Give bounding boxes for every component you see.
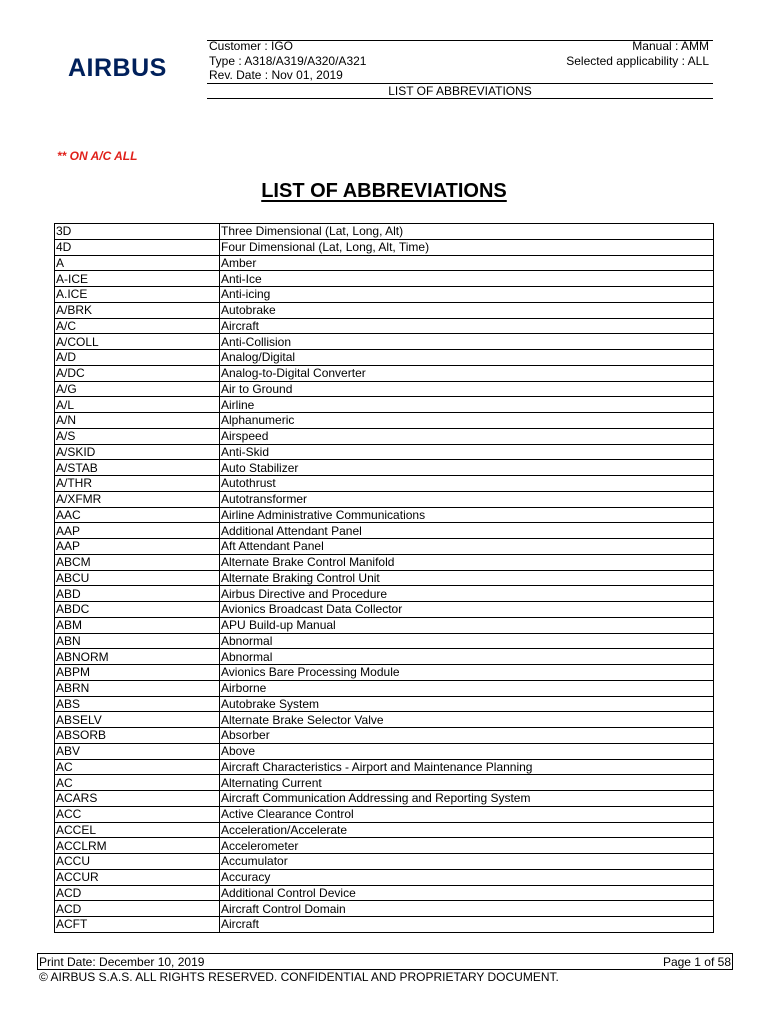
abbreviation-cell: ACC bbox=[55, 806, 220, 822]
definition-cell: Airspeed bbox=[220, 428, 714, 444]
table-row bbox=[55, 302, 714, 318]
table-row bbox=[55, 397, 714, 413]
table-row bbox=[55, 224, 714, 240]
abbreviation-cell: ABCU bbox=[55, 570, 220, 586]
table-row bbox=[55, 239, 714, 255]
definition-cell: Avionics Bare Processing Module bbox=[220, 665, 714, 681]
abbreviation-cell: A/COLL bbox=[55, 334, 220, 350]
abbreviation-cell: ACCEL bbox=[55, 822, 220, 838]
definition-cell: Airborne bbox=[220, 680, 714, 696]
definition-cell: Amber bbox=[220, 255, 714, 271]
footer-page-number: Page 1 of 58 bbox=[662, 955, 731, 969]
definition-cell: Auto Stabilizer bbox=[220, 460, 714, 476]
definition-cell: APU Build-up Manual bbox=[220, 617, 714, 633]
abbreviation-cell: ACCU bbox=[55, 854, 220, 870]
definition-cell: Aircraft Control Domain bbox=[220, 901, 714, 917]
table-row bbox=[55, 570, 714, 586]
abbreviation-cell: A/C bbox=[55, 318, 220, 334]
definition-cell: Air to Ground bbox=[220, 381, 714, 397]
abbreviations-table-body bbox=[55, 224, 714, 933]
abbreviations-table bbox=[54, 223, 714, 933]
table-row bbox=[55, 712, 714, 728]
definition-cell: Anti-Ice bbox=[220, 271, 714, 287]
definition-cell: Accelerometer bbox=[220, 838, 714, 854]
definition-cell: Three Dimensional (Lat, Long, Alt) bbox=[220, 224, 714, 240]
definition-cell: Aircraft bbox=[220, 318, 714, 334]
table-row bbox=[55, 460, 714, 476]
header-type: Type : A318/A319/A320/A321 bbox=[209, 54, 367, 68]
abbreviation-cell: AC bbox=[55, 759, 220, 775]
definition-cell: Abnormal bbox=[220, 649, 714, 665]
abbreviation-cell: A/S bbox=[55, 428, 220, 444]
abbreviation-cell: A bbox=[55, 255, 220, 271]
table-row bbox=[55, 775, 714, 791]
table-row bbox=[55, 806, 714, 822]
definition-cell: Autobrake System bbox=[220, 696, 714, 712]
table-row bbox=[55, 381, 714, 397]
abbreviation-cell: ACARS bbox=[55, 791, 220, 807]
table-row bbox=[55, 854, 714, 870]
table-row bbox=[55, 271, 714, 287]
definition-cell: Above bbox=[220, 743, 714, 759]
abbreviation-cell: ABM bbox=[55, 617, 220, 633]
definition-cell: Aircraft bbox=[220, 917, 714, 933]
definition-cell: Alternating Current bbox=[220, 775, 714, 791]
abbreviation-cell: A/D bbox=[55, 350, 220, 366]
definition-cell: Aircraft Communication Addressing and Reporting System bbox=[220, 791, 714, 807]
abbreviation-cell: ABSORB bbox=[55, 728, 220, 744]
abbreviation-cell: AAC bbox=[55, 507, 220, 523]
table-row bbox=[55, 365, 714, 381]
definition-cell: Four Dimensional (Lat, Long, Alt, Time) bbox=[220, 239, 714, 255]
table-row bbox=[55, 617, 714, 633]
definition-cell: Accumulator bbox=[220, 854, 714, 870]
abbreviation-cell: ABCM bbox=[55, 554, 220, 570]
abbreviation-cell: 3D bbox=[55, 224, 220, 240]
definition-cell: Autothrust bbox=[220, 476, 714, 492]
abbreviation-cell: ACD bbox=[55, 901, 220, 917]
table-row bbox=[55, 791, 714, 807]
definition-cell: Absorber bbox=[220, 728, 714, 744]
table-row bbox=[55, 728, 714, 744]
abbreviation-cell: A/DC bbox=[55, 365, 220, 381]
table-row bbox=[55, 743, 714, 759]
abbreviation-cell: A/STAB bbox=[55, 460, 220, 476]
table-row bbox=[55, 318, 714, 334]
table-row bbox=[55, 287, 714, 303]
definition-cell: Analog/Digital bbox=[220, 350, 714, 366]
table-row bbox=[55, 444, 714, 460]
abbreviation-cell: ABRN bbox=[55, 680, 220, 696]
table-row bbox=[55, 255, 714, 271]
table-row bbox=[55, 838, 714, 854]
table-row bbox=[55, 491, 714, 507]
table-row bbox=[55, 602, 714, 618]
footer-top-rule bbox=[37, 953, 733, 954]
abbreviation-cell: A/L bbox=[55, 397, 220, 413]
definition-cell: Additional Attendant Panel bbox=[220, 523, 714, 539]
abbreviation-cell: ACD bbox=[55, 885, 220, 901]
table-row bbox=[55, 334, 714, 350]
abbreviation-cell: AC bbox=[55, 775, 220, 791]
table-row bbox=[55, 759, 714, 775]
table-row bbox=[55, 822, 714, 838]
abbreviation-cell: A-ICE bbox=[55, 271, 220, 287]
definition-cell: Alternate Brake Selector Valve bbox=[220, 712, 714, 728]
footer-left-rule bbox=[37, 953, 38, 970]
abbreviation-cell: ABPM bbox=[55, 665, 220, 681]
definition-cell: Anti-icing bbox=[220, 287, 714, 303]
abbreviation-cell: A/SKID bbox=[55, 444, 220, 460]
header-customer: Customer : IGO bbox=[209, 39, 294, 53]
table-row bbox=[55, 507, 714, 523]
definition-cell: Analog-to-Digital Converter bbox=[220, 365, 714, 381]
table-row bbox=[55, 885, 714, 901]
definition-cell: Anti-Collision bbox=[220, 334, 714, 350]
footer-print-date: Print Date: December 10, 2019 bbox=[39, 955, 205, 969]
abbreviation-cell: A/THR bbox=[55, 476, 220, 492]
abbreviation-cell: ABS bbox=[55, 696, 220, 712]
table-row bbox=[55, 696, 714, 712]
table-row bbox=[55, 649, 714, 665]
abbreviation-cell: ABV bbox=[55, 743, 220, 759]
definition-cell: Aircraft Characteristics - Airport and Maintenance Planning bbox=[220, 759, 714, 775]
abbreviation-cell: ACCLRM bbox=[55, 838, 220, 854]
table-row bbox=[55, 428, 714, 444]
table-row bbox=[55, 633, 714, 649]
abbreviation-cell: A/N bbox=[55, 413, 220, 429]
abbreviation-cell: A/XFMR bbox=[55, 491, 220, 507]
header-section-title: LIST OF ABBREVIATIONS bbox=[388, 84, 532, 98]
abbreviation-cell: AAP bbox=[55, 523, 220, 539]
abbreviation-cell: AAP bbox=[55, 539, 220, 555]
table-row bbox=[55, 869, 714, 885]
table-row bbox=[55, 901, 714, 917]
abbreviation-cell: ABSELV bbox=[55, 712, 220, 728]
page-title-text: LIST OF ABBREVIATIONS bbox=[261, 180, 507, 202]
definition-cell: Alphanumeric bbox=[220, 413, 714, 429]
definition-cell: Airline Administrative Communications bbox=[220, 507, 714, 523]
definition-cell: Alternate Brake Control Manifold bbox=[220, 554, 714, 570]
airbus-logo: AIRBUS bbox=[68, 54, 167, 82]
definition-cell: Abnormal bbox=[220, 633, 714, 649]
page-title bbox=[0, 180, 768, 203]
table-row bbox=[55, 476, 714, 492]
abbreviation-cell: ABN bbox=[55, 633, 220, 649]
table-row bbox=[55, 350, 714, 366]
definition-cell: Anti-Skid bbox=[220, 444, 714, 460]
header-rev-date: Rev. Date : Nov 01, 2019 bbox=[209, 68, 343, 82]
definition-cell: Accuracy bbox=[220, 869, 714, 885]
table-row bbox=[55, 554, 714, 570]
abbreviation-cell: ABNORM bbox=[55, 649, 220, 665]
header-applicability: Selected applicability : ALL bbox=[566, 54, 709, 68]
abbreviation-cell: A/G bbox=[55, 381, 220, 397]
definition-cell: Airbus Directive and Procedure bbox=[220, 586, 714, 602]
table-row bbox=[55, 665, 714, 681]
table-row bbox=[55, 413, 714, 429]
table-row bbox=[55, 680, 714, 696]
abbreviation-cell: 4D bbox=[55, 239, 220, 255]
definition-cell: Alternate Braking Control Unit bbox=[220, 570, 714, 586]
footer-copyright: © AIRBUS S.A.S. ALL RIGHTS RESERVED. CONFIDENTIAL AND PROPRIETARY DOCUMENT. bbox=[39, 970, 559, 984]
abbreviation-cell: ABDC bbox=[55, 602, 220, 618]
table-row bbox=[55, 539, 714, 555]
definition-cell: Active Clearance Control bbox=[220, 806, 714, 822]
abbreviation-cell: ACCUR bbox=[55, 869, 220, 885]
definition-cell: Aft Attendant Panel bbox=[220, 539, 714, 555]
table-row bbox=[55, 523, 714, 539]
table-row bbox=[55, 917, 714, 933]
definition-cell: Avionics Broadcast Data Collector bbox=[220, 602, 714, 618]
header-manual: Manual : AMM bbox=[632, 39, 709, 53]
header-bottom-rule bbox=[207, 98, 713, 99]
definition-cell: Acceleration/Accelerate bbox=[220, 822, 714, 838]
definition-cell: Additional Control Device bbox=[220, 885, 714, 901]
applicability-note: ** ON A/C ALL bbox=[57, 149, 138, 163]
abbreviation-cell: ACFT bbox=[55, 917, 220, 933]
abbreviation-cell: A.ICE bbox=[55, 287, 220, 303]
definition-cell: Autobrake bbox=[220, 302, 714, 318]
abbreviation-cell: A/BRK bbox=[55, 302, 220, 318]
definition-cell: Airline bbox=[220, 397, 714, 413]
table-row bbox=[55, 586, 714, 602]
abbreviation-cell: ABD bbox=[55, 586, 220, 602]
footer-right-rule bbox=[732, 953, 733, 970]
definition-cell: Autotransformer bbox=[220, 491, 714, 507]
